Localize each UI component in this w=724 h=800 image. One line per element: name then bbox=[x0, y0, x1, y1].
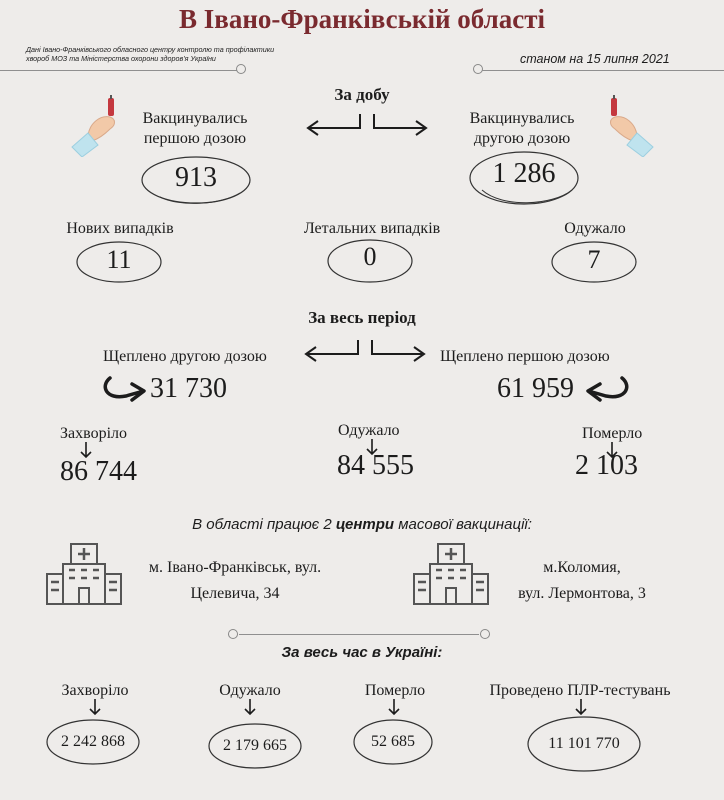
died-total-value: 2 103 bbox=[575, 450, 638, 481]
deaths-label: Летальних випадків bbox=[303, 220, 441, 237]
divider-knob-right bbox=[480, 629, 490, 639]
daily-heading: За добу bbox=[334, 85, 390, 104]
second-dose-total-value: 31 730 bbox=[150, 373, 227, 404]
center2-address-line1: м.Коломия, bbox=[543, 559, 621, 576]
vaccinated-first-label bbox=[125, 109, 265, 149]
recovered-daily-value-oval bbox=[550, 240, 638, 284]
died-total-label: Померло bbox=[582, 425, 643, 442]
ukraine-sick-label: Захворіло bbox=[61, 682, 129, 699]
recovered-daily-label: Одужало bbox=[564, 220, 626, 237]
source-line-1: Дані Івано-Франківського обласного центру контролю та профілактики bbox=[26, 45, 275, 54]
vaccinated-first-value: 913 bbox=[175, 162, 217, 193]
source-line-2: хвороб МОЗ та Міністерства охорони здоров'я України bbox=[26, 54, 216, 63]
split-arrows-icon bbox=[300, 338, 430, 372]
recovered-total-value: 84 555 bbox=[337, 450, 414, 481]
vaccinated-second-value: 1 286 bbox=[492, 158, 556, 189]
new-cases-label: Нових випадків bbox=[66, 220, 174, 237]
ukraine-died-value-oval bbox=[352, 717, 434, 767]
ukraine-pcr-label: Проведено ПЛР-тестувань bbox=[489, 682, 671, 699]
hospital-icon bbox=[412, 542, 490, 606]
ukraine-recovered-value: 2 179 665 bbox=[223, 737, 287, 754]
first-dose-total-label: Щеплено першою дозою bbox=[440, 348, 610, 365]
vaccinated-first-label-line2: першою дозою bbox=[143, 130, 247, 147]
vaccinated-first-value-oval bbox=[140, 155, 252, 205]
curved-arrow-icon bbox=[100, 374, 148, 404]
deaths-value-oval bbox=[326, 238, 414, 284]
recovered-daily-value: 7 bbox=[587, 245, 601, 274]
vaccine-hand-icon bbox=[70, 95, 130, 157]
vaccine-hand-icon bbox=[595, 95, 655, 157]
ukraine-recovered-value-oval bbox=[207, 721, 303, 771]
centers-intro-bold: центри bbox=[335, 516, 395, 533]
new-cases-value: 11 bbox=[106, 245, 132, 274]
ukraine-died-value: 52 685 bbox=[371, 733, 415, 750]
hospital-icon bbox=[45, 542, 123, 606]
recovered-total-label: Одужало bbox=[338, 422, 400, 439]
vaccinated-second-value-oval bbox=[468, 150, 580, 206]
centers-intro-start: В області працює 2 bbox=[192, 516, 336, 533]
center1-address bbox=[125, 555, 345, 607]
ukraine-heading: За весь час в Україні: bbox=[281, 644, 443, 661]
second-dose-total-label: Щеплено другою дозою bbox=[103, 348, 267, 365]
split-arrows-icon bbox=[302, 110, 432, 144]
center1-address-line1: м. Івано-Франківськ, вул. bbox=[148, 559, 322, 576]
curved-arrow-icon bbox=[584, 374, 632, 404]
ukraine-sick-value-oval bbox=[45, 717, 141, 767]
divider-right bbox=[482, 70, 724, 71]
ukraine-pcr-value: 11 101 770 bbox=[548, 735, 620, 752]
new-cases-value-oval bbox=[75, 240, 163, 284]
deaths-value: 0 bbox=[363, 242, 377, 271]
vaccinated-second-label bbox=[452, 109, 592, 149]
center2-address-line2: вул. Лермонтова, 3 bbox=[518, 585, 646, 602]
center2-address bbox=[492, 555, 672, 607]
down-arrow-icon bbox=[388, 698, 400, 716]
first-dose-total-value: 61 959 bbox=[497, 373, 574, 404]
sick-total-value: 86 744 bbox=[60, 456, 137, 487]
sick-total-label: Захворіло bbox=[60, 425, 127, 442]
ukraine-died-label: Померло bbox=[364, 682, 426, 699]
centers-intro-end: масової вакцинації: bbox=[394, 516, 532, 533]
ukraine-divider bbox=[239, 634, 479, 635]
down-arrow-icon bbox=[89, 698, 101, 716]
source-note bbox=[26, 45, 326, 63]
ukraine-sick-value: 2 242 868 bbox=[61, 733, 125, 750]
vaccinated-second-label-line2: другою дозою bbox=[473, 130, 571, 147]
page-title: В Івано-Франківській області bbox=[179, 4, 545, 34]
divider-knob-left bbox=[236, 64, 246, 74]
period-heading: За весь період bbox=[308, 308, 416, 327]
divider-knob-right bbox=[473, 64, 483, 74]
vaccinated-first-label-line1: Вакцинувались bbox=[142, 110, 248, 127]
center1-address-line2: Целевича, 34 bbox=[190, 585, 280, 602]
down-arrow-icon bbox=[244, 698, 256, 716]
report-date: станом на 15 липня 2021 bbox=[520, 52, 670, 66]
centers-intro bbox=[0, 516, 724, 533]
vaccinated-second-label-line1: Вакцинувались bbox=[469, 110, 575, 127]
ukraine-pcr-value-oval bbox=[525, 714, 643, 774]
divider-knob-left bbox=[228, 629, 238, 639]
ukraine-recovered-label: Одужало bbox=[219, 682, 281, 699]
divider-left bbox=[0, 70, 238, 71]
